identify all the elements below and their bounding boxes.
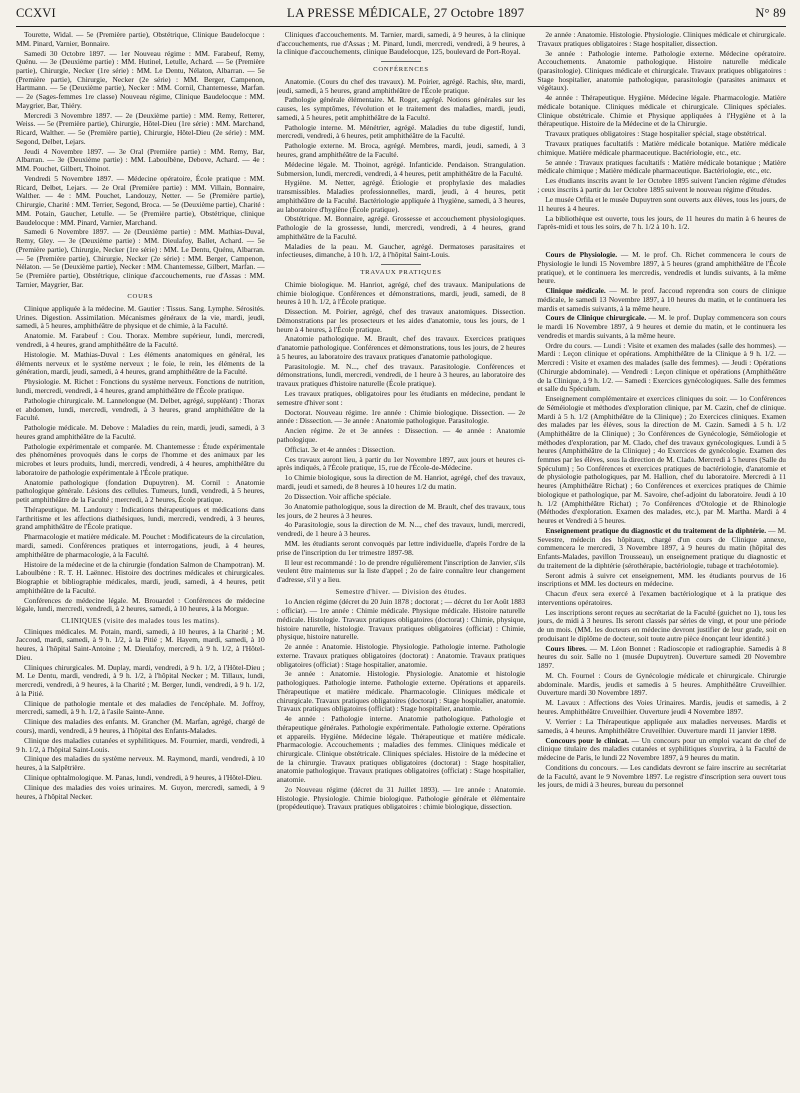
section-divider <box>381 264 421 265</box>
spacer <box>537 233 786 251</box>
paragraph: Travaux pratiques obligatoires : Stage hospitalier spécial, stage obstétrical. <box>545 129 767 139</box>
announcement-paragraph <box>537 737 786 763</box>
paragraph: Dissection. M. Poirier, agrégé, chef des travaux anatomiques. Dissection. Démonstrations par les prosecteurs et les aides d'anatomie, tous les jours, de 1 heure à 4 heures, à l'École pratique. <box>276 307 526 334</box>
paragraph: Officiat. 3e et 4e années : Dissection. <box>284 444 395 454</box>
paragraph: Histoire de la médecine et de la chirurgie (fondation Salmon de Champotran). M. Laboulbène : R. T. H. Laënnec. Histoire des doctrines médicales et chirurgicales. Biographie et bibliographie médicales, mardi, jeudi, samedi, à 4 heures, petit amphithéâtre de la Faculté. <box>16 559 265 595</box>
page-header <box>16 0 786 27</box>
announcement-title: Concours pour le clinicat. <box>545 735 629 745</box>
issue-number: N° 89 <box>755 5 786 20</box>
paragraph: Clinique ophtalmologique. M. Panas, lundi, vendredi, à 9 heures, à l'Hôtel-Dieu. <box>24 773 262 783</box>
paragraph: Physiologie. M. Richet : Fonctions du système nerveux. Fonctions de nutrition, lundi, mercredi, vendredi, à 4 heures, grand amphithéâtre de l'École pratique. <box>16 377 265 395</box>
announcement-title: Cours de Physiologie. <box>545 250 618 260</box>
paragraph: Chacun d'eux sera exercé à l'examen bactériologique et à la pratique des interventions opératoires. <box>537 589 786 607</box>
paragraph: 2e année : Anatomie. Histologie. Physiologie. Pathologie interne. Pathologie externe. Travaux pratiques obligatoires (doctorat) : Anatomie. Travaux pratiques obligatoires (officiat) : Stage hospitalier, anatomie. <box>276 642 526 669</box>
paragraph: 5e année : Travaux pratiques facultatifs : Matière médicale botanique ; Matière médicale chimique ; Matière médicale pharmaceutique. Bactériologie, etc., etc. <box>537 157 786 176</box>
paragraph: Cliniques chirurgicales. M. Duplay, mardi, vendredi, à 9 h. 1/2, à l'Hôtel-Dieu ; M. Le Dentu, mardi, vendredi, à 9 h. 1/2, à l'hôpital Necker ; M. Tillaux, lundi, mercredi, vendredi, à 9 heures, à la Charité ; M. Berger, lundi, vendredi, à 9 h. 1/2, à la Pitié. <box>16 662 265 698</box>
paragraph: Pathologie générale élémentaire. M. Roger, agrégé. Notions générales sur les causes, les symptômes, l'évolution et le traitement des maladies, mardi, jeudi, samedi, à 5 heures, petit amphithéâtre de la Faculté. <box>276 95 526 122</box>
paragraph: 3o Anatomie pathologique, sous la direction de M. Brault, chef des travaux, tous les jours, de 2 heures à 3 heures. <box>276 501 526 520</box>
sub-heading: CLINIQUES (visite des malades tous les matins). <box>61 617 220 625</box>
paragraph: Pathologie externe. M. Broca, agrégé. Membres, mardi, jeudi, samedi, à 3 heures, grand amphithéâtre de la Faculté. <box>276 141 526 159</box>
paragraph: Ancien régime. 2e et 3e années : Dissection. — 4e année : Anatomie pathologique. <box>276 426 526 444</box>
column-3 <box>537 31 786 1091</box>
paragraph: Tourette, Widal. — 5e (Première partie), Obstétrique, Clinique Baudelocque : MM. Pinard, Varnier, Bonnaire. <box>16 31 265 48</box>
paragraph: Les étudiants inscrits avant le 1er Octobre 1895 suivent l'ancien régime d'études ; ceux inscrits à partir du 1er Octobre 1895 suivent le nouveau régime d'études. <box>537 176 786 195</box>
announcement-paragraph <box>537 314 786 340</box>
paragraph: Pathologie chirurgicale. M. Lannelongue (M. Delbet, agrégé, suppléant) : Thorax et abdomen, lundi, mercredi, vendredi, à 3 heures, grand amphithéâtre de la Faculté. <box>16 395 265 423</box>
announcement-title: Cours de Clinique chirurgicale. <box>545 313 647 323</box>
column-1 <box>16 31 265 1091</box>
sub-heading: Semestre d'hiver. — Division des études. <box>335 587 467 596</box>
paragraph: Le musée Orfila et le musée Dupuytren sont ouverts aux élèves, tous les jours, de 11 heures à 4 heures. <box>537 194 786 213</box>
paragraph: Pharmacologie et matière médicale. M. Pouchet : Modificateurs de la circulation, mardi, samedi. Conférences pratiques et interrogations, jeudi, à 4 heures, amphithéâtre de pharmacologie, à la Faculté. <box>16 532 265 559</box>
announcement-text: — M. le prof. Ch. Richet commencera le cours de Physiologie le lundi 15 Novembre 1897, à 5 heures (grand amphithéâtre de l'École pratique), et le continuera les mercredis, vendredis et lundis suivants, à la même heure. <box>537 250 786 286</box>
paragraph: Cliniques médicales. M. Potain, mardi, samedi, à 10 heures, à la Charité ; M. Jaccoud, mardi, samedi, à 9 h. 1/2, à la Pitié ; M. Hayem, mardi, samedi, à 10 heures, à l'hôpital Saint-Antoine ; M. Dieulafoy, mercredi, à 9 h. 1/2, à l'Hôtel-Dieu. <box>16 626 265 662</box>
paragraph: MM. les étudiants seront convoqués par lettre individuelle, d'après l'ordre de la prise de l'inscription du 1er trimestre 1897-98. <box>276 539 526 557</box>
paragraph: Chimie biologique. M. Hanriot, agrégé, chef des travaux. Manipulations de chimie biologique. Conférences et démonstrations, mardi, jeudi, samedi, de 8 heures à 10 h. 1/2, à l'École pratique. <box>276 279 526 307</box>
paragraph: La bibliothèque est ouverte, tous les jours, de 11 heures du matin à 6 heures de l'après-midi et tous les soirs, de 7 h. 1/2 à 10 h. 1/2. <box>537 213 786 232</box>
paragraph: Obstétrique. M. Bonnaire, agrégé. Grossesse et accouchement physiologiques. Pathologie de la grossesse, lundi, mercredi, vendredi, à 4 heures, grand amphithéâtre de la Faculté. <box>276 214 526 241</box>
paragraph: Samedi 30 Octobre 1897. — 1er Nouveau régime : MM. Farabeuf, Remy, Quénu. — 3e (Deuxième partie) : MM. Hutinel, Letulle, Achard. — 5e (Première partie), Chirurgie, Necker (1re série) : MM. Le Dentu, Nélaton, Albarran. — 5e (Première partie), Chirurgie, Necker (2e série) : MM. Berger, Campenon, Hartmann. — 5e (Deuxième partie), Necker : MM. Cornil, Chantemesse, Marfan. — 2e (Sages-femmes 1re classe) Nouveau régime, Clinique Baudelocque : MM. Maygrier, Bar, Thiéry. <box>16 48 265 110</box>
announcement-text: — M. Sevestre, médecin des hôpitaux, chargé d'un cours de Clinique annexe, commencera le mercredi, 3 Novembre 1897, à 9 heures du matin (hôpital des Enfants-Malades, pavillon Trousseau), un enseignement pratique du diagnostic et du traitement de la diphtérie (sérothérapie, bactériologie, tubage et trachéotomie). <box>537 525 786 570</box>
paragraph: Thérapeutique. M. Landouzy : Indications thérapeutiques et médications dans l'arthritisme et les affections diathésiques, lundi, mercredi, vendredi, à 3 heures, grand amphithéâtre de l'École pratique. <box>16 505 265 532</box>
paragraph: 2o Dissection. Voir affiche spéciale. <box>284 491 391 501</box>
paragraph: Conférences de médecine légale. M. Brouardel : Conférences de médecine légale, lundi, mercredi, vendredi, à 2 heures, samedi, à 10 heures, à la Morgue. <box>16 595 265 614</box>
text-columns <box>16 27 786 1091</box>
paragraph: 3e année : Anatomie. Histologie. Physiologie. Anatomie et histologie pathologiques. Pathologie interne. Pathologie externe. Opérations et appareils. Thérapeutique et matière médicale. Pharmacologie. Cliniques médicale et chirurgicale. Travaux pratiques obligatoires (doctorat) : Stage hospitalier, anatomie. Travaux pratiques obligatoires (officiat) : Stage hospitalier, anatomie. <box>276 669 526 714</box>
announcement-text: — Un concours pour un emploi vacant de chef de clinique titulaire des maladies cutanées et syphilitiques s'ouvrira, à la Faculté de médecine de Paris, le lundi 22 Novembre 1897, à 9 heures du matin. <box>537 735 786 762</box>
paragraph: Seront admis à suivre cet enseignement, MM. les étudiants pourvus de 16 inscriptions et MM. les docteurs en médecine. <box>537 570 786 589</box>
paragraph: Les inscriptions seront reçues au secrétariat de la Faculté (guichet no 1), tous les jours, de midi à 3 heures. Ils seront classés par séries de vingt, et pour une période de un mois. (MM. les docteurs en médecine devront justifier de leur grade, soit en produisant le diplôme de docteur, soit toute autre pièce énonçant leur identité.) <box>537 607 786 643</box>
paragraph: Clinique de pathologie mentale et des maladies de l'encéphale. M. Joffroy, mercredi, samedi, à 9 h. 1/2, à l'asile Sainte-Anne. <box>16 698 265 717</box>
announcement-paragraph <box>537 287 786 313</box>
paragraph: Jeudi 4 Novembre 1897. — 3e Oral (Première partie) : MM. Remy, Bar, Albarran. — 3e (Deuxième partie) : MM. Laboulbène, Debove, Achard. — 4e : MM. Pouchet, Gilbert, Thoinot. <box>16 146 265 174</box>
paragraph: 4o Parasitologie, sous la direction de M. N..., chef des travaux, lundi, mercredi, vendredi, de 1 heure à 3 heures. <box>276 520 526 539</box>
paragraph: Doctorat. Nouveau régime. 1re année : Chimie biologique. Dissection. — 2e année : Dissection. — 3e année : Anatomie pathologique. Parasitologie. <box>276 407 526 426</box>
paragraph: Vendredi 5 Novembre 1897. — Médecine opératoire, École pratique : MM. Ricard, Delbet, Lejars. — 2e Oral (Première partie) : MM. Villain, Bonnaire, Walther. — 4e : MM. Pouchet, Landouzy, Netter. — 5e (Première partie), Chirurgie, Charité : MM. Terrier, Segond, Broca. — 5e (Deuxième partie), Charité : MM. Potain, Gaucher, Letulle. — 5e (Première partie), Obstétrique, clinique Baudelocque : MM. Pinard, Varnier, Marchand. <box>16 174 265 227</box>
paragraph: Pathologie interne. M. Ménétrier, agrégé. Maladies du tube digestif, lundi, mercredi, vendredi, à 6 heures, petit amphithéâtre de la Faculté. <box>276 122 526 141</box>
paragraph: Anatomie pathologique. M. Brault, chef des travaux. Exercices pratiques d'anatomie pathologique. Conférences et démonstrations, tous les jours, de 2 heures à 5 heures, au laboratoire des travaux pratiques d'anatomie pathologique. <box>276 334 526 361</box>
paragraph: Pathologie expérimentale et comparée. M. Chantemesse : Étude expérimentale des phénomènes provoqués dans le corps de l'homme et des animaux par les microbes et leurs produits, lundi, mercredi, vendredi, à 4 heures, amphithéâtre du laboratoire de pathologie expérimentale à l'École pratique. <box>16 441 265 477</box>
paragraph: 4e année : Pathologie interne. Anatomie pathologique. Pathologie et thérapeutique générales. Pathologie expérimentale. Pathologie externe. Opérations et appareils. Hygiène. Médecine légale. Thérapeutique et matière médicale. Pharmacologie. Accouchements ; maladies des femmes. Cliniques médicale et chirurgicale. Clinique obstétricale. Cliniques spéciales. Histoire de la médecine et de la chirurgie. Travaux pratiques obligatoires (doctorat) : Stage hospitalier, anatomie pathologique. Travaux pratiques obligatoires (officiat) : Stage hospitalier, anatomie. <box>276 714 526 785</box>
paragraph: 3e année : Pathologie interne. Pathologie externe. Médecine opératoire. Accouchements. Anatomie pathologique. Histoire naturelle médicale (parasitologie). Cliniques médicale et chirurgicale. Travaux pratiques obligatoires : Stage hospitalier, anatomie pathologique, parasitologie (parasites animaux et végétaux). <box>537 48 786 93</box>
paragraph: Parasitologie. M. N..., chef des travaux. Parasitologie. Conférences et démonstrations, lundi, mercredi, vendredi, de 1 heure à 3 heures, au laboratoire des travaux pratiques d'histoire naturelle (École pratique). <box>276 361 526 389</box>
section-heading: CONFÉRENCES <box>373 66 429 74</box>
paragraph: Clinique des maladies cutanées et syphilitiques. M. Fournier, mardi, vendredi, à 9 h. 1/2, à l'hôpital Saint-Louis. <box>16 735 265 754</box>
paragraph: Clinique des maladies des enfants. M. Grancher (M. Marfan, agrégé, chargé de cours), mardi, vendredi, à 9 heures, à l'hôpital des Enfants-Malades. <box>16 717 265 735</box>
paragraph: 4e année : Thérapeutique. Hygiène. Médecine légale. Pharmacologie. Matière médicale botanique. Cliniques médicale et chirurgicale. Cliniques spéciales. Clinique obstétricale. Chimie et Physique appliquées à l'Hygiène et à la thérapeutique. Histoire de la Médecine et de la Chirurgie. <box>537 93 786 129</box>
column-2 <box>277 31 526 1091</box>
announcement-paragraph <box>537 527 786 571</box>
announcement-title: Cours libres. <box>545 643 587 653</box>
announcement-text: — M. le prof. Duplay commencera son cours le mardi 16 Novembre 1897, à 9 heures et demie du matin, et le continuera les vendredis et mardis suivants, à la même heure. <box>537 313 786 340</box>
paragraph: Enseignement complémentaire et exercices cliniques du soir. — 1o Conférences de Séméiologie et méthodes d'exploration clinique, par M. Cazin, chef de clinique. Mardi à 5 h. 1/2 (Amphithéâtre de la Clinique) ; 2o Exercices cliniques. Examen des malades par les élèves, sous la direction de M. Cazin. Samedi à 5 h. 1/2 (Amphithéâtre de la Clinique) ; 3o Conférences de Gynécologie, Séméiologie et méthodes d'exploration, par M. Clado, chef des travaux gynécologiques. Lundi à 5 heures (Amphithéâtre de la Clinique) ; 4o Exercices de gynécologie. Examen des femmes par les élèves, sous la direction de M. Clado. Mercredi à 5 heures (Salle du Spéculum) ; 5o Conférences et exercices pratiques de bactériologie, d'anatomie et de physiologie pathologiques, par M. Hallion, chef du laboratoire. Mercredi à 11 heures (Amphithéâtre Richat) ; 6o Conférences et exercices pratiques de Chimie biologique et pathologique, par M. Savoire, chef-adjoint du laboratoire. Jeudi à 10 h. 1/2 (Amphithéâtre Richat) ; 7o Conférences d'Otologie et de Rhinologie (Méthodes d'exploration. Examen des malades, etc.), par M. Martha. Mardi à 4 heures et Vendredi à 5 heures. <box>537 394 786 525</box>
paragraph: Médecine légale. M. Thoinot, agrégé. Infanticide. Pendaison. Strangulation. Submersion, lundi, mercredi, vendredi, à 4 heures, petit amphithéâtre de la Faculté. <box>276 159 526 178</box>
paragraph: 2o Nouveau régime (décret du 31 Juillet 1893). — 1re année : Anatomie. Histologie. Physiologie. Chimie biologique. Pathologie générale et élémentaire (propédeutique). Travaux pratiques obligatoires : chimie biologique, dissection. <box>276 784 526 812</box>
section-heading: COURS <box>127 293 154 301</box>
paragraph: Clinique appliquée à la médecine. M. Gautier : Tissus. Sang. Lymphe. Sérosités. Urines. Digestion. Assimilation. Mécanismes généraux de la vie, mardi, jeudi, samedi, à 5 heures, amphithéâtre de physique et de chimie, à la Faculté. <box>16 304 265 331</box>
announcement-text: — M. le prof. Jaccoud reprendra son cours de clinique médicale, le samedi 13 Novembre 1897, à 10 heures du matin, et le continuera les mardis et samedis suivants, à la même heure. <box>537 286 786 313</box>
announcement-title: Enseignement pratique du diagnostic et du traitement de la diphtérie. <box>545 525 767 535</box>
paragraph: 2e année : Anatomie. Histologie. Physiologie. Cliniques médicale et chirurgicale. Travaux pratiques obligatoires : Stage hospitalier, dissection. <box>537 31 786 48</box>
announcement-paragraph <box>537 645 786 671</box>
paragraph: M. Ch. Fournel : Cours de Gynécologie médicale et chirurgicale. Chirurgie abdominale. Mardis, jeudis et samedis à 5 heures. Amphithéâtre Cruveilhier. Ouverture mardi 30 Novembre 1897. <box>537 671 786 698</box>
paragraph: Anatomie. M. Farabeuf : Cou. Thorax. Membre supérieur, lundi, mercredi, vendredi, à 4 heures, grand amphithéâtre de la Faculté. <box>16 331 265 350</box>
paragraph: Ces travaux auront lieu, à partir du 1er Novembre 1897, aux jours et heures ci-après indiqués, à l'École pratique, 15, rue de l'École-de-Médecine. <box>276 454 526 473</box>
journal-title: LA PRESSE MÉDICALE, 27 Octobre 1897 <box>286 5 525 20</box>
paragraph: Mercredi 3 Novembre 1897. — 2e (Deuxième partie) : MM. Remy, Retterer, Weiss. — 5e (Première partie), Chirurgie, Hôtel-Dieu (1re série) : MM. Marchand, Ricard, Walther. — 5e (Première partie), Chirurgie, Hôtel-Dieu (2e série) : MM. Segond, Delbet, Lejars. <box>16 110 265 146</box>
paragraph: Conditions du concours. — Les candidats devront se faire inscrire au secrétariat de la Faculté, avant le 9 Novembre 1897. Le registre d'inscription sera ouvert tous les jours, de midi à 3 heures, bureau du personnel <box>537 762 786 790</box>
paragraph: Pathologie médicale. M. Debove : Maladies du rein, mardi, jeudi, samedi, à 3 heures grand amphithéâtre de la Faculté. <box>16 423 265 441</box>
paragraph: Hygiène. M. Netter, agrégé. Étiologie et prophylaxie des maladies transmissibles. Maladies professionnelles, mardi, jeudi, à 4 heures, petit amphithéâtre de la Faculté. Bactériologie appliquée à l'hygiène, samedi, à 3 heures, au laboratoire d'hygiène (École pratique). <box>276 178 526 214</box>
section-heading: TRAVAUX PRATIQUES <box>360 269 442 277</box>
paragraph: Maladies de la peau. M. Gaucher, agrégé. Dermatoses parasitaires et infectieuses, dimanche, à 10 h. 1/2, à l'hôpital Saint-Louis. <box>276 241 526 260</box>
page-number: CCXVI <box>16 5 56 20</box>
paragraph: Il leur est recommandé : 1o de prendre régulièrement l'inscription de Janvier, s'ils veulent être maintenus sur la liste d'appel ; 2o de faire connaître leur changement d'adresse, s'il y a lieu. <box>276 557 526 585</box>
announcement-title: Clinique médicale. <box>545 286 606 296</box>
paragraph: Clinique des maladies du système nerveux. M. Raymond, mardi, vendredi, à 10 heures, à la Salpêtrière. <box>16 754 265 773</box>
paragraph: Anatomie. (Cours du chef des travaux). M. Poirier, agrégé. Rachis, tête, mardi, jeudi, samedi, à 5 heures, grand amphithéâtre de l'École pratique. <box>276 76 526 95</box>
paragraph: Travaux pratiques facultatifs : Matière médicale botanique. Matière médicale chimique. Matière médicale pharmaceutique. Bactériologie, etc., etc. <box>537 139 786 157</box>
announcement-text: — M. Léon Bonnet : Radioscopie et radiographie. Samedis à 8 heures du soir. Salle no 1 (musée Dupuytren). Ouverture samedi 20 Novembre 1897. <box>537 643 786 671</box>
paragraph: Anatomie pathologique (fondation Dupuytren). M. Cornil : Anatomie pathologique générale. Lésions des cellules. Tumeurs, lundi, vendredi, à 5 heures, petit amphithéâtre de la Faculté ; mercredi, à 2 heures, École pratique. <box>16 477 265 505</box>
paragraph: Samedi 6 Novembre 1897. — 2e (Deuxième partie) : MM. Mathias-Duval, Remy, Gley. — 3e (Deuxième partie) : MM. Dieulafoy, Ballet, Achard. — 5e (Première partie), Chirurgie, Necker (1re série) : MM. Le Dentu, Quénu, Albarran. — 5e (Première partie), Chirurgie, Necker (2e série) : MM. Berger, Campenon, Nélaton. — 5e (Deuxième partie), Necker : MM. Chantemesse, Gilbert, Marfan. — 5e (Première partie), Obstétrique, clinique d'accouchements, rue d'Assas : MM. Tarnier, Maygrier, Bar. <box>16 227 265 289</box>
paragraph: 1o Ancien régime (décret du 20 Juin 1878 ; doctorat ; — décret du 1er Août 1883 : officiat). — 1re année : Chimie médicale. Physique médicale. Histoire naturelle médicale. Histologie. Travaux pratiques obligatoires (doctorat) : Chimie, physique, histoire naturelle, histologie. Travaux pratiques obligatoires (officiat) : Chimie, physique, histoire naturelle. <box>276 597 526 642</box>
announcement-paragraph <box>537 251 786 286</box>
paragraph: Histologie. M. Mathias-Duval : Les éléments anatomiques en général, les éléments nerveux et le système nerveux ; le foie, le rein, les éléments de la génération, mardi, jeudi, samedi, à 4 heures, grand amphithéâtre de la Faculté. <box>16 349 265 377</box>
paragraph: Clinique des maladies des voies urinaires. M. Guyon, mercredi, samedi, à 9 heures, à l'hôpital Necker. <box>16 782 265 801</box>
paragraph: Ordre du cours. — Lundi : Visite et examen des malades (salle des hommes). — Mardi : Leçon clinique et opérations. Amphithéâtre de la Clinique à 9 h. 1/2. — Mercredi : Visite et examen des malades (salle des femmes). — Jeudi : Opérations (Chirurgie abdominale). — Vendredi : Leçon clinique et opérations (Amphithéâtre de la Clinique, à 9 h. 1/2. — Samedi : Exercices gynécologiques. Salle des femmes et salle du Spéculum. <box>537 340 786 394</box>
paragraph: Cliniques d'accouchements. M. Tarnier, mardi, samedi, à 9 heures, à la clinique d'accouchements, rue d'Assas ; M. Pinard, lundi, mercredi, vendredi, à 9 heures, à la clinique d'accouchements, clinique Baudelocque, 125, boulevard de Port-Royal. <box>276 31 526 57</box>
paragraph: M. Lavaux : Affections des Voies Urinaires. Mardis, jeudis et samedis, à 2 heures. Amphithéâtre Cruveilhier. Ouverture jeudi 4 Novembre 1897. <box>537 698 786 717</box>
paragraph: Les travaux pratiques, obligatoires pour les étudiants en médecine, pendant le semestre d'hiver sont : <box>276 389 526 407</box>
section-divider <box>381 61 421 62</box>
paragraph: V. Verrier : La Thérapeutique appliquée aux maladies nerveuses. Mardis et samedis, à 4 heures. Amphithéâtre Cruveilhier. Ouverture mardi 11 janvier 1898. <box>537 716 786 735</box>
paragraph: 1o Chimie biologique, sous la direction de M. Hanriot, agrégé, chef des travaux, mardi, jeudi et samedi, de 8 heures à 10 heures 1/2 du matin. <box>276 473 526 492</box>
